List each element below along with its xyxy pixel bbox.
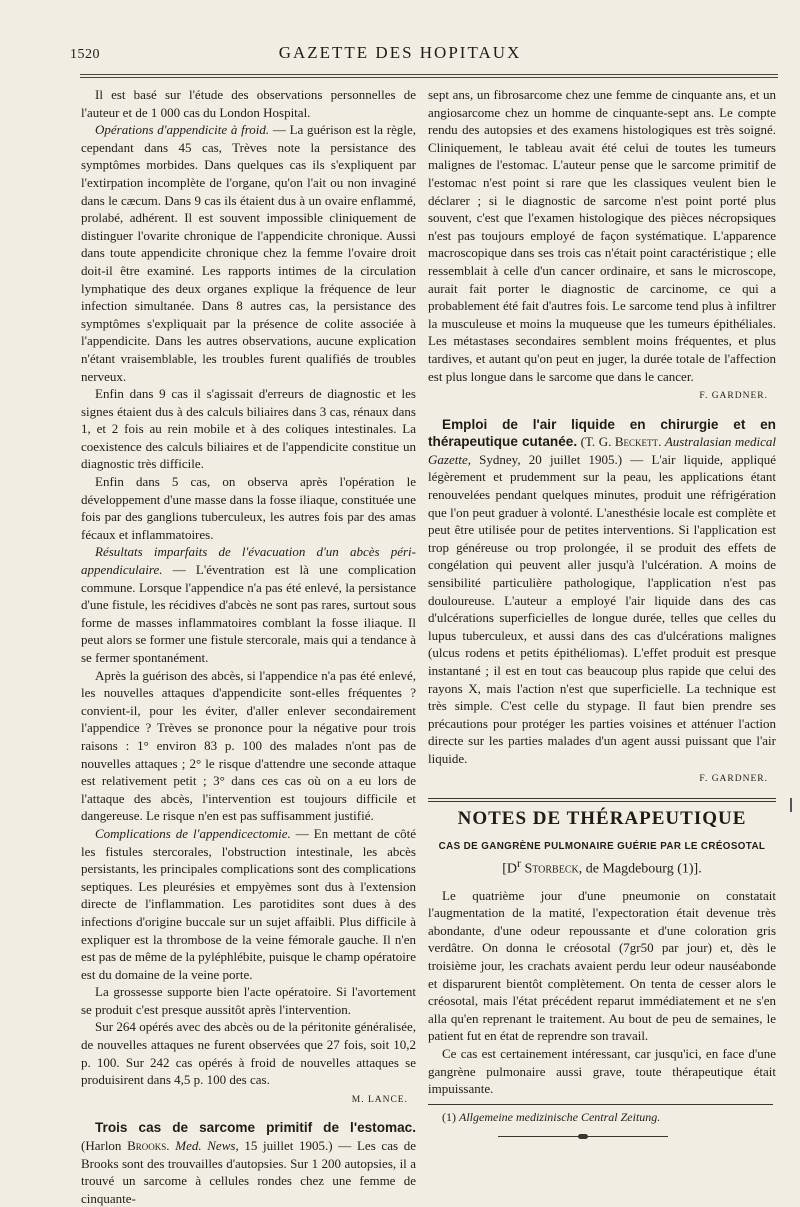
paragraph: Résultats imparfaits de l'évacuation d'un abcès péri-appendiculaire. — L'éventration est là une complication commune. Lorsque l'appendice n'a pas été enlevé, la persistance d'une fistule, les récidives d'abcès ne sont pas rares, surtout sous forme de masses inflammatoires comblant la fosse iliaque. Il peut alors se former une fistule stercorale, mais qui a tendance à se fermer spontanément. [81,544,416,665]
footnote-rule [428,1104,773,1105]
subheading: Résultats imparfaits de l'évacuation d'un abcès péri-appendiculaire. [81,544,416,578]
article-air-liquide: Emploi de l'air liquide en chirurgie et en thérapeutique cutanée. (T. G. Beckett. Australasian medical Gazette, Sydney, 20 juillet 1905.) — L'air liquide, appliqué légèrement et prudemment sur la peau, les applications étant renouvelées pendant quelques minutes, produit une réfrigération que l'on peut graduer à volonté. L'anesthésie locale est complète et peut être utilisée pour de petites interventions. Si l'application est trop généreuse ou trop prolongée, il se produit des effets de congélation qui peuvent aller jusqu'à l'ulcération. A moins de sensibilité particulière pathologique, l'application n'est pas douloureuse. L'auteur a employé l'air liquide dans des cas d'ulcérations superficielles de longue durée, telles que celles du lupus tuberculeux, et aussi dans des cas d'ulcérations malignes (ulcus rodens et petits épithéliomas). L'effet produit est presque instantané ; il est en tout cas beaucoup plus rapide que celui des rayons X, mais l'action n'est que superficielle. La technique est très simple. C'est celle du stypage. Il faut bien prendre ses précautions pour protéger les parties voisines et atténuer l'action directe sur les parties malades d'un agent aussi puissant que l'air liquide. [428,416,776,766]
paragraph: Enfin dans 9 cas il s'agissait d'erreurs de diagnostic et les signes étaient dus à des calculs biliaires dans 3 cas, rénaux dans 1, et 2 fois au rein mobile et à des coliques intestinales. La coexistence des calculs biliaires et de l'appendicite constitue un diagnostic très difficile. [81,386,416,472]
left-column [81,86,416,1207]
paragraph: Ce cas est certainement intéressant, car jusqu'ici, en face d'une gangrène pulmonaire aussi grave, toute thérapeutique était impuissante. [428,1045,776,1097]
author-signature: M. LANCE. [351,1094,408,1105]
paragraph: Le quatrième jour d'une pneumonie on constatait l'augmentation de la matité, l'expectoration était devenue très abondante, d'une odeur repoussante et d'une coloration gris verdâtre. On donna le créosotal (7gr50 par jour) et, dès le troisième jour, les crachats avaient perdu leur odeur nauséabonde et disparurent bientôt complètement. On tenta de cesser alors le créosotal, mais l'état précédent reparut immédiatement et ne s'en alla qu'en reprenant le traitement. Au bout de peu de semaines, le patient fut en état de reprendre son travail. [428,887,776,1044]
case-author: Storbeck [520,862,579,877]
section-rule-double [428,801,776,802]
paragraph: Après la guérison des abcès, si l'appendice n'a pas été enlevé, les nouvelles attaques d'appendicite sont-elles fréquentes ? convient-il, pour les éviter, d'aller enlever secondairement l'appendice ? Trèves se prononce pour la négative pour trois raisons : 1° environ 83 p. 100 des malades n'ont pas de nouvelles attaques ; 2° le risque d'attendre une seconde attaque est relativement petit ; 3° dans ces cas où on a eu lors de l'attaque des abcès, l'intervention est toujours difficile et dangereuse. Le risque n'en est pas suffisamment justifié. [81,667,416,824]
subheading: Complications de l'appendicectomie. [95,825,291,841]
notes-section [428,798,776,1140]
author-signature: F. GARDNER. [699,391,768,402]
header-rule-double [80,77,778,78]
section-title: NOTES DE THÉRAPEUTIQUE [457,808,747,830]
end-ornament [498,1134,668,1140]
paragraph: Enfin dans 5 cas, on observa après l'opération le développement d'une masse dans la fosse iliaque, constituée une fois par des ganglions tuberculeux, les autres fois par des amas fécaux et inflammatoires. [81,474,416,542]
paragraph: Opérations d'appendicite à froid. — La guérison est la règle, cependant dans 45 cas, Trèves note la persistance des symptômes morbides. Dans quelques cas ils s'expliquent par l'extirpation incomplète de l'organe, qu'on l'ait ou non invaginé dans le cæcum. Dans 9 cas ils étaient dus à un ovaire enflammé, prolabé, adhérent. Il est souvent impossible cliniquement de distinguer l'ovarite chronique de l'appendicite chronique. Aussi dans toute appendicite chronique chez la femme l'ovaire droit doit-il être examiné. Les rapports intimes de la circulation lymphatique des deux organes explique la fréquence de leur infection simultanée. Dans 8 autres cas, la persistance des symptômes s'expliquait par la présence de colite associée à l'appendicite. Dans les autres observations, aucune explication n'étant vraisemblable, les troubles furent qualifiés de troubles nerveux. [81,122,416,384]
paragraph: Sur 264 opérés avec des abcès ou de la péritonite généralisée, de nouvelles attaques ne furent observées que 27 fois, soit 10,2 p. 100. Sur 242 cas opérés à froid de nouvelles attaques se produisirent dans 4,5 p. 100 des cas. [81,1019,416,1088]
page-number: 1520 [70,47,100,62]
journal-name: Med. News [175,1138,236,1154]
article-author: Brooks [127,1138,167,1154]
journal-name: Australasian medical Gazette [428,434,776,467]
paragraph: La grossesse supporte bien l'acte opératoire. Si l'avortement se produit c'est presque aussitôt après l'intervention. [81,984,416,1017]
paragraph: sept ans, un fibrosarcome chez une femme de cinquante ans, et un angiosarcome chez un homme de cinquante-sept ans. Le compte rendu des autopsies et des examens histologiques est très soigné. Cliniquement, le tableau avait été celui de toutes les tumeurs malignes de l'estomac. L'auteur pense que le sarcome primitif de l'estomac n'est point si rare que les classiques veulent bien le déclarer ; si le diagnostic de sarcome n'est point porté plus souvent, c'est que l'examen histologique des pièces nécropsiques n'est pas toujours employé de façon systématique. L'apparence macroscopique dans ses trois cas n'était point caractéristique ; elle ressemblait à celle d'un cancer ordinaire, et sans le microscope, aurait fait porter le diagnostic de carcinome, ce qui a probablement été fait d'autres fois. Le sarcome tend plus à infiltrer la musculeuse et moins la muqueuse que les tumeurs épithéliales. Les métastases secondaires semblent moins fréquentes, et plus tardives, et autant qu'on peut en juger, la durée totale de l'affection est plus longue dans le sarcome que dans le cancer. [428,87,776,384]
paragraph: Il est basé sur l'étude des observations personnelles de l'auteur et de 1 000 cas du London Hospital. [81,87,416,120]
author-signature: F. GARDNER. [699,773,768,784]
case-title: CAS DE GANGRÈNE PULMONAIRE GUÉRIE PAR LE CRÉOSOTAL [438,840,766,852]
section-rule [428,798,776,799]
paragraph: Complications de l'appendicectomie. — En mettant de côté les fistules stercorales, l'obstruction intestinale, les abcès persistants, les principales complications sont des complications septiques. Les pleurésies et empyèmes sont dus à l'extension directe de l'inflammation. Les parotidites sont dues à des infections d'origine buccale sur un sujet affaibli. Plus difficile à expliquer est la thrombose de la veine fémorale gauche. Il n'en est pas de même de la pyléphlébite, puisque le champ opératoire est du domaine de la veine porte. [81,825,416,982]
subheading: Opérations d'appendicite à froid. [95,122,270,138]
article-title: Trois cas de sarcome primitif de l'estomac. [95,1120,416,1136]
header-rule [80,74,778,75]
article-sarcome: Trois cas de sarcome primitif de l'estomac. (Harlon Brooks. Med. News, 15 juillet 1905.) — Les cas de Brooks sont des trouvailles d'autopsies. Sur 1 200 autopsies, il a trouvé un sarcome à cellules rondes chez une femme de cinquante- [81,1120,416,1206]
footnote: (1) Allgemeine medizinische Central Zeitung. [442,1109,661,1124]
case-subtitle: [$D^r$ Storbeck, de Magdebourg (1)]. [502,857,702,877]
article-author: Beckett [614,434,659,450]
margin-mark [790,798,792,812]
right-column [428,86,776,1140]
journal-title: GAZETTE DES HOPITAUX [278,43,522,62]
article-title: Emploi de l'air liquide en chirurgie et en thérapeutique cutanée. [428,416,776,450]
